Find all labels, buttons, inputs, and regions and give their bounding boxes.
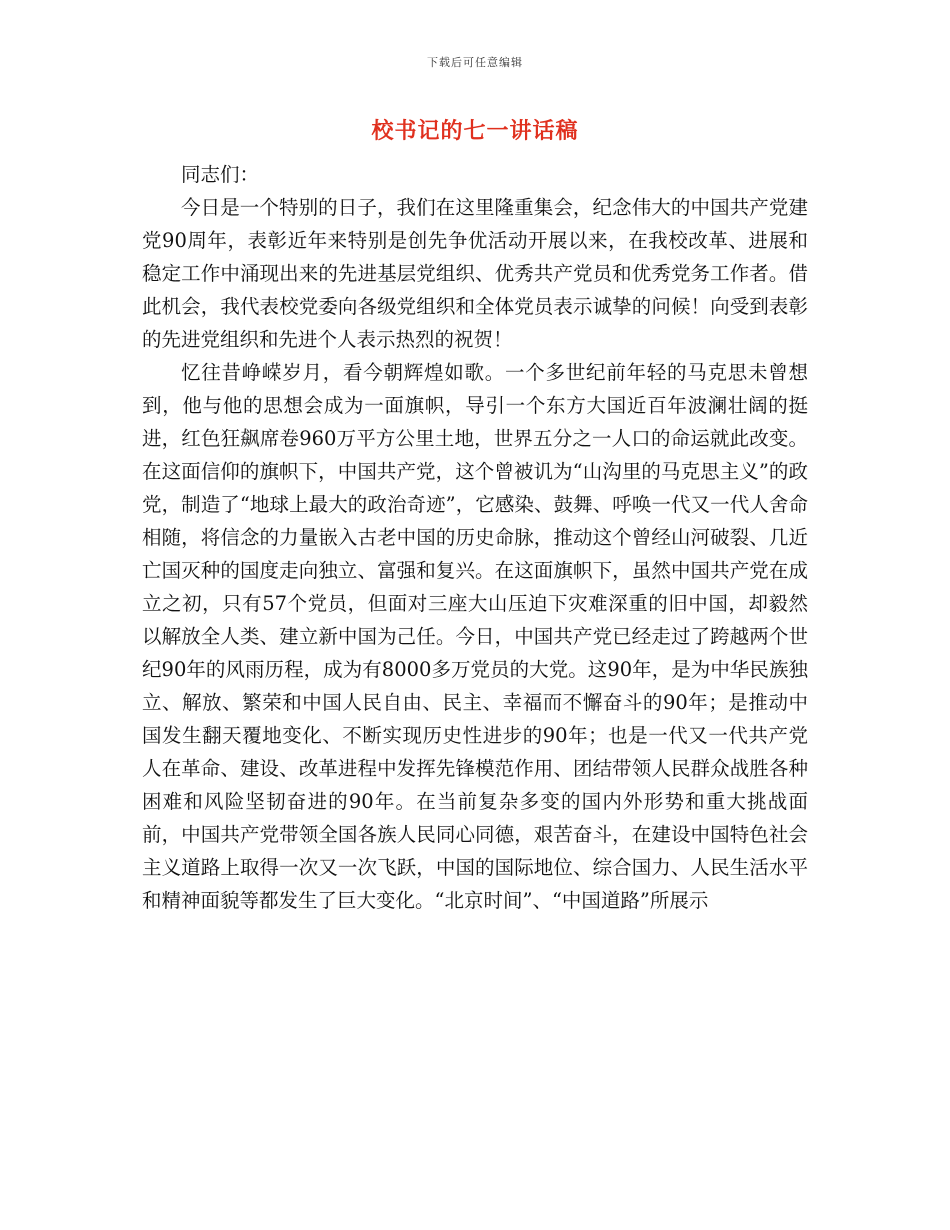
- salutation-paragraph: 同志们：: [181, 163, 260, 186]
- body-paragraph-2: 忆往昔峥嵘岁月，看今朝辉煌如歌。一个多世纪前年轻的马克思未曾想到，他与他的思想会成为一面旗帜，导引一个东方大国近百年波澜壮阔的挺进，红色狂飙席卷960万平方公里土地，世界五分之一人口的命运就此改变。在这面信仰的旗帜下，中国共产党，这个曾被讥为“山沟里的马克思主义”的政党，制造了“地球上最大的政治奇迹”，它感染、鼓舞、呼唤一代又一代人舍命相随，将信念的力量嵌入古老中国的历史命脉，推动这个曾经山河破裂、几近亡国灭种的国度走向独立、富强和复兴。在这面旗帜下，虽然中国共产党在成立之初，只有57个党员，但面对三座大山压迫下灾难深重的旧中国，却毅然以解放全人类、建立新中国为己任。今日，中国共产党已经走过了跨越两个世纪90年的风雨历程，成为有8000多万党员的大党。这90年，是为中华民族独立、解放、繁荣和中国人民自由、民主、幸福而不懈奋斗的90年；是推动中国发生翻天覆地变化、不断实现历史性进步的90年；也是一代又一代共产党人在革命、建设、改革进程中发挥先锋模范作用、团结带领人民群众战胜各种困难和风险坚韧奋进的90年。在当前复杂多变的国内外形势和重大挑战面前，中国共产党带领全国各族人民同心同德，艰苦奋斗，在建设中国特色社会主义道路上取得一次又一次飞跃，中国的国际地位、综合国力、人民生活水平和精神面貌等都发生了巨大变化。“北京时间”、“中国道路”所展示: [142, 361, 808, 912]
- body-paragraph-1: 今日是一个特别的日子，我们在这里隆重集会，纪念伟大的中国共产党建党90周年，表彰近年来特别是创先争优活动开展以来，在我校改革、进展和稳定工作中涌现出来的先进基层党组织、优秀共产党员和优秀党务工作者。借此机会，我代表校党委向各级党组织和全体党员表示诚挚的问候！向受到表彰的先进党组织和先进个人表示热烈的祝贺！: [142, 196, 808, 351]
- document-body: [142, 158, 808, 917]
- document-title: 校书记的七一讲话稿: [371, 118, 579, 144]
- page-header-note: 下载后可任意编辑: [427, 56, 523, 69]
